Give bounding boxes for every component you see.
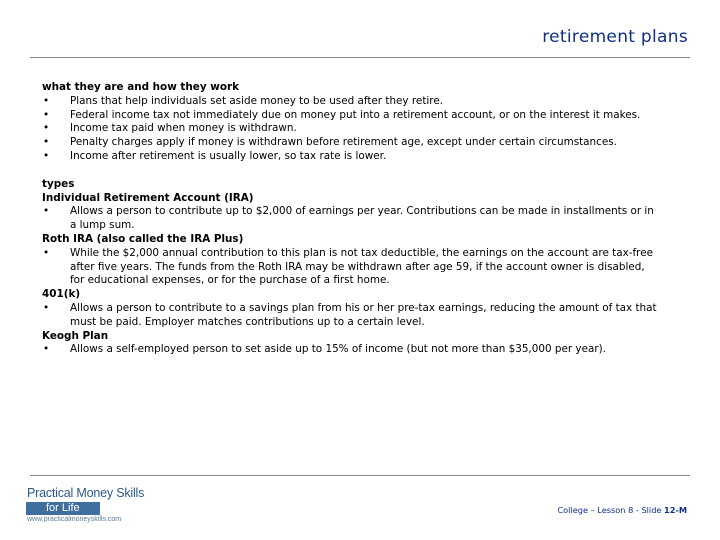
bullet-icon: • (43, 108, 50, 121)
plan-name: Keogh Plan (42, 329, 109, 342)
list-item: • Income tax paid when money is withdrawn. (43, 122, 297, 135)
list-item: • Allows a person to contribute to a savings plan from his or her pre-tax earnings, reducing the amount of tax that must be paid. Employer matches contributions up to a certain level. (43, 301, 657, 328)
list-item: • Federal income tax not immediately due on money put into a retirement account, or on the interest it makes. (43, 108, 641, 121)
brand-logo (25, 486, 155, 526)
bullet-list (42, 205, 662, 233)
bullet-icon: • (43, 94, 50, 107)
logo-bar (26, 502, 100, 515)
list-item: • Allows a person to contribute up to $2,000 of earnings per year. Contributions can be made in installments or in a lump sum. (43, 205, 654, 232)
logo-url: www.practicalmoneyskills.com (27, 516, 122, 523)
list-item: • While the $2,000 annual contribution to this plan is not tax deductible, the earnings on the account are tax-free after five years. The funds from the Roth IRA may be withdrawn after age 59, if the account owner is disabled, for educational expenses, or for the purchase of a first home. (43, 246, 653, 287)
footer-divider (30, 475, 690, 476)
logo-line1: Practical Money Skills (27, 486, 145, 500)
bullet-icon: • (43, 301, 50, 314)
bullet-icon: • (43, 122, 50, 135)
logo-line2: for Life (46, 502, 80, 514)
slide-prefix: College – Lesson 8 - Slide (557, 505, 665, 515)
plan-name: 401(k) (42, 288, 81, 301)
list-item: • Penalty charges apply if money is withdrawn before retirement age, except under certain circumstances. (43, 136, 617, 149)
list-item: • Income after retirement is usually lower, so tax rate is lower. (43, 149, 387, 162)
slide-title: retirement plans (542, 27, 688, 47)
plan-name: Individual Retirement Account (IRA) (42, 191, 254, 204)
plan-name: Roth IRA (also called the IRA Plus) (42, 232, 244, 245)
section-heading: types (42, 177, 75, 190)
slide-reference (557, 505, 687, 515)
list-item: • Plans that help individuals set aside money to be used after they retire. (43, 94, 444, 107)
bullet-icon: • (43, 205, 50, 218)
bullet-list (42, 95, 662, 164)
bullet-list (42, 247, 662, 288)
bullet-icon: • (43, 136, 50, 149)
section-heading: what they are and how they work (42, 81, 239, 93)
bullet-list (42, 343, 662, 357)
bullet-icon: • (43, 149, 50, 162)
slide-number: 12-M (664, 505, 687, 515)
slide-content (42, 81, 662, 357)
bullet-icon: • (43, 246, 50, 259)
spacer (42, 164, 662, 178)
bullet-icon: • (43, 343, 50, 356)
header-divider (30, 57, 690, 58)
bullet-list (42, 302, 662, 330)
list-item: • Allows a self-employed person to set aside up to 15% of income (but not more than $35,000 per year). (43, 343, 606, 356)
